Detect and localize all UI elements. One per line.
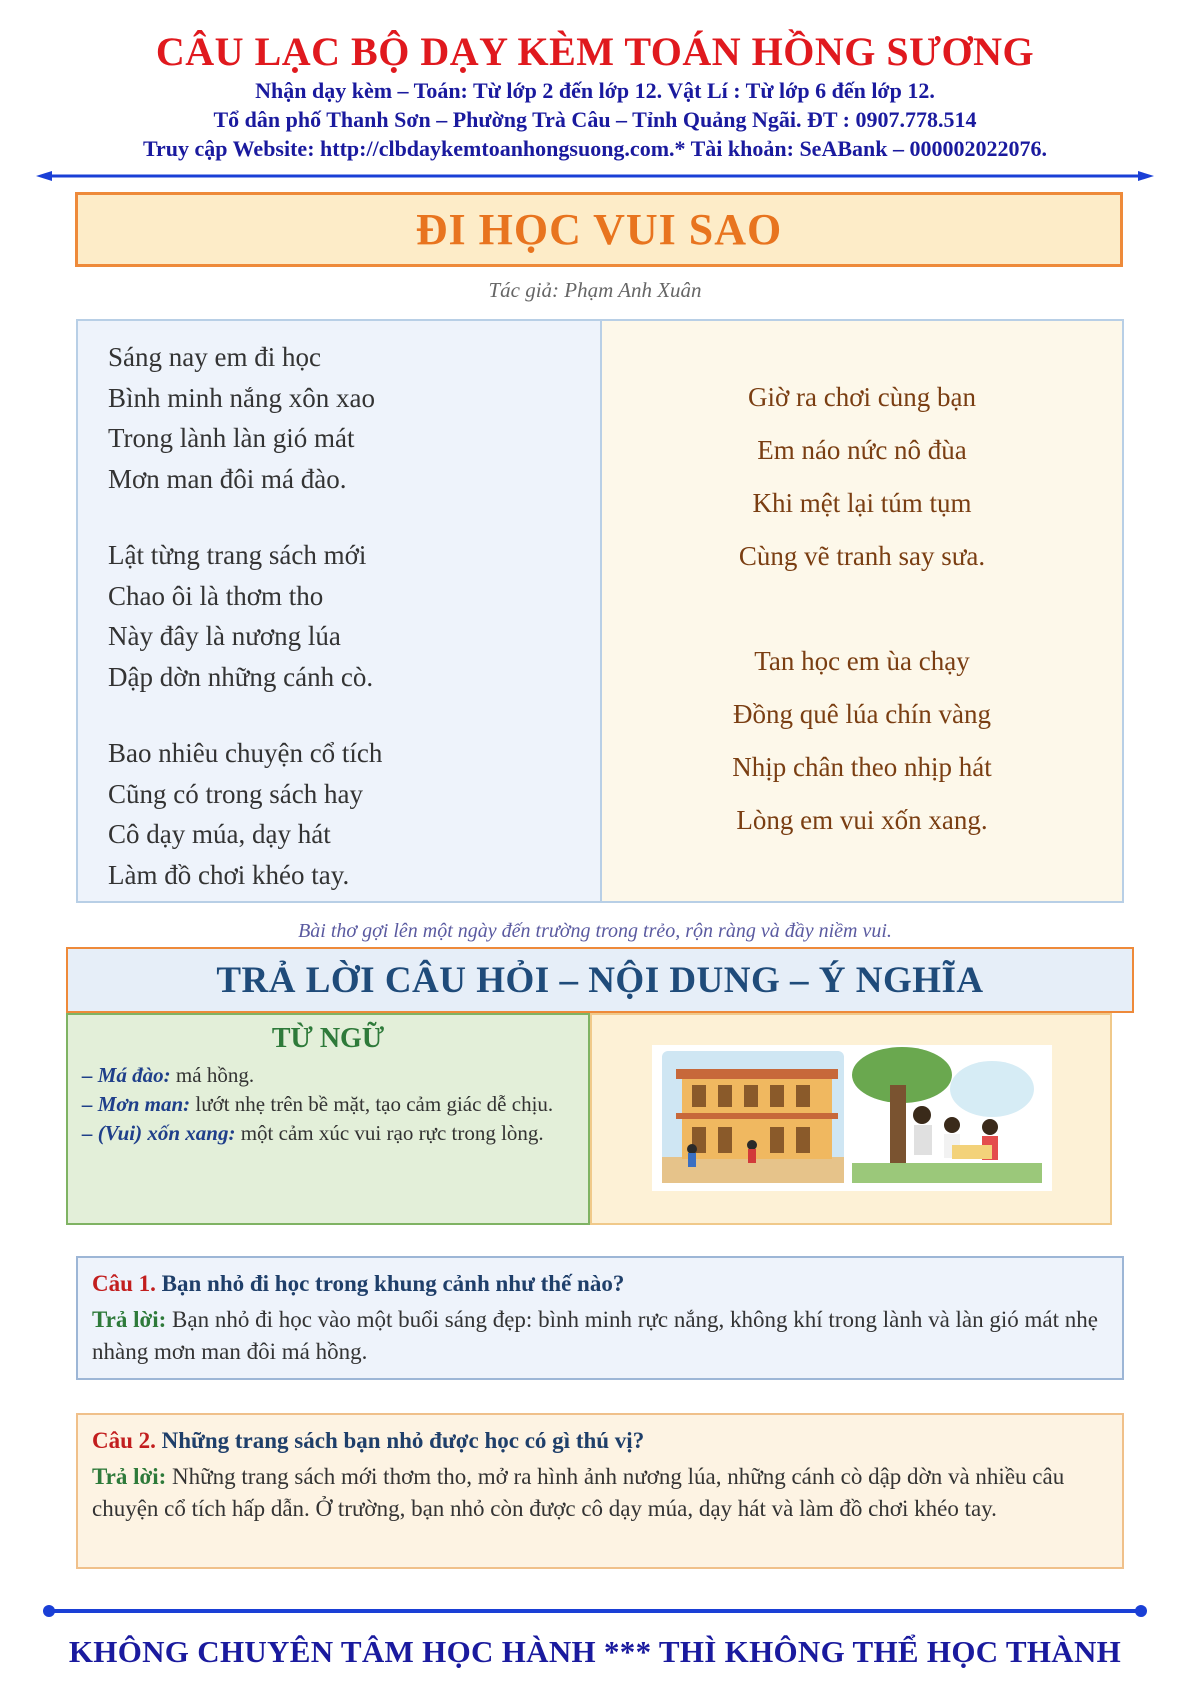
question-text: Những trang sách bạn nhỏ được học có gì thú vị? [155,1428,645,1453]
poem-line: Cùng vẽ tranh say sưa. [738,541,986,571]
header-line-website: Truy cập Website: http://clbdaykemtoanhongsuong.com.* Tài khoản: SeABank – 000002022076. [143,136,1047,161]
answer-text: Bạn nhỏ đi học vào một buổi sáng đẹp: bình minh rực nắng, không khí trong lành và làn gió mát nhẹ nhàng mơn man đôi má hồng. [92,1307,1098,1364]
vocab-title: TỪ NGỮ [271,1023,385,1054]
poem-line: Cô dạy múa, dạy hát [108,819,331,849]
poem-author: Tác giả: Phạm Anh Xuân [488,278,702,302]
answer-text: Những trang sách mới thơm tho, mở ra hình ảnh nương lúa, những cánh cò dập dờn và nhiều câu chuyện cổ tích hấp dẫn. Ở trường, bạn nhỏ còn được cô dạy múa, dạy hát và làm đồ chơi khéo tay. [92,1464,1065,1521]
school-illustration [652,1045,1052,1191]
poem-left-column [78,321,602,901]
poem-line: Bao nhiêu chuyện cổ tích [108,738,383,768]
vocab-definition: lướt nhẹ trên bề mặt, tạo cảm giác dễ chịu. [190,1092,554,1116]
question-text: Bạn nhỏ đi học trong khung cảnh như thế nào? [155,1271,625,1296]
poem-line: Chao ôi là thơm tho [108,580,324,611]
question-number: Câu 1. [92,1271,156,1296]
illustration-panel [590,1013,1112,1225]
question-box-2 [76,1413,1124,1569]
header-line-services: Nhận dạy kèm – Toán: Từ lớp 2 đến lớp 12. Vật Lí : Từ lớp 6 đến lớp 12. [255,78,935,103]
vocab-item [82,1119,574,1148]
stanza [108,733,600,895]
stanza [602,371,1122,583]
answer-line [92,1461,1108,1525]
poem-line: Lòng em vui xốn xang. [736,805,988,835]
poem-box [76,319,1124,903]
answer-label: Trả lời: [92,1307,167,1332]
poem-summary: Bài thơ gợi lên một ngày đến trường trong trẻo, rộn ràng và đầy niềm vui. [298,920,892,942]
poem-line: Mơn man đôi má đào. [108,463,347,494]
header-double-arrow [36,171,1154,181]
stanza [108,337,600,499]
question-box-1 [76,1256,1124,1380]
vocab-box [66,1013,590,1225]
section-title: TRẢ LỜI CÂU HỎI – NỘI DUNG – Ý NGHĨA [216,959,984,1001]
section-header [66,947,1134,1013]
poem-line: Trong lành làn gió mát [108,423,355,453]
question-line [92,1268,1108,1300]
poem-title: ĐI HỌC VUI SAO [415,205,783,254]
footer-motto: KHÔNG CHUYÊN TÂM HỌC HÀNH *** THÌ KHÔNG THỂ HỌC THÀNH [68,1634,1122,1669]
answer-label: Trả lời: [92,1464,167,1489]
poem-line: Này đây là nương lúa [108,621,341,651]
club-name: CÂU LẠC BỘ DẠY KÈM TOÁN HỒNG SƯƠNG [155,29,1035,74]
vocab-definition: một cảm xúc vui rạo rực trong lòng. [235,1121,544,1145]
question-number: Câu 2. [92,1428,156,1453]
answer-line [92,1304,1108,1368]
vocab-term: – (Vui) xốn xang: [82,1121,236,1145]
poem-line: Lật từng trang sách mới [108,540,367,570]
poem-line: Sáng nay em đi học [108,342,321,372]
poem-line: Cũng có trong sách hay [108,778,363,809]
poem-line: Nhịp chân theo nhịp hát [732,752,992,782]
question-line [92,1425,1108,1457]
vocab-item [82,1061,574,1090]
poem-title-box [75,192,1123,267]
poem-line: Bình minh nắng xôn xao [108,382,375,413]
stanza [108,535,600,697]
poem-right-column [602,321,1122,901]
poem-line: Dập dờn những cánh cò. [108,661,374,692]
poem-line: Tan học em ùa chạy [754,646,970,676]
poem-line: Làm đồ chơi khéo tay. [108,859,350,890]
stanza [602,635,1122,847]
vocab-item [82,1090,574,1119]
footer-divider [42,1604,1148,1618]
poem-line: Khi mệt lại túm tụm [752,488,972,518]
vocab-term: – Mơn man: [82,1092,191,1116]
poem-line: Đồng quê lúa chín vàng [733,699,991,729]
poem-line: Giờ ra chơi cùng bạn [748,382,976,412]
vocab-term: – Má đào: [82,1063,171,1087]
header-line-address: Tổ dân phố Thanh Sơn – Phường Trà Câu – Tỉnh Quảng Ngãi. ĐT : 0907.778.514 [213,107,977,132]
poem-line: Em náo nức nô đùa [757,435,967,465]
vocab-definition: má hồng. [170,1063,255,1087]
